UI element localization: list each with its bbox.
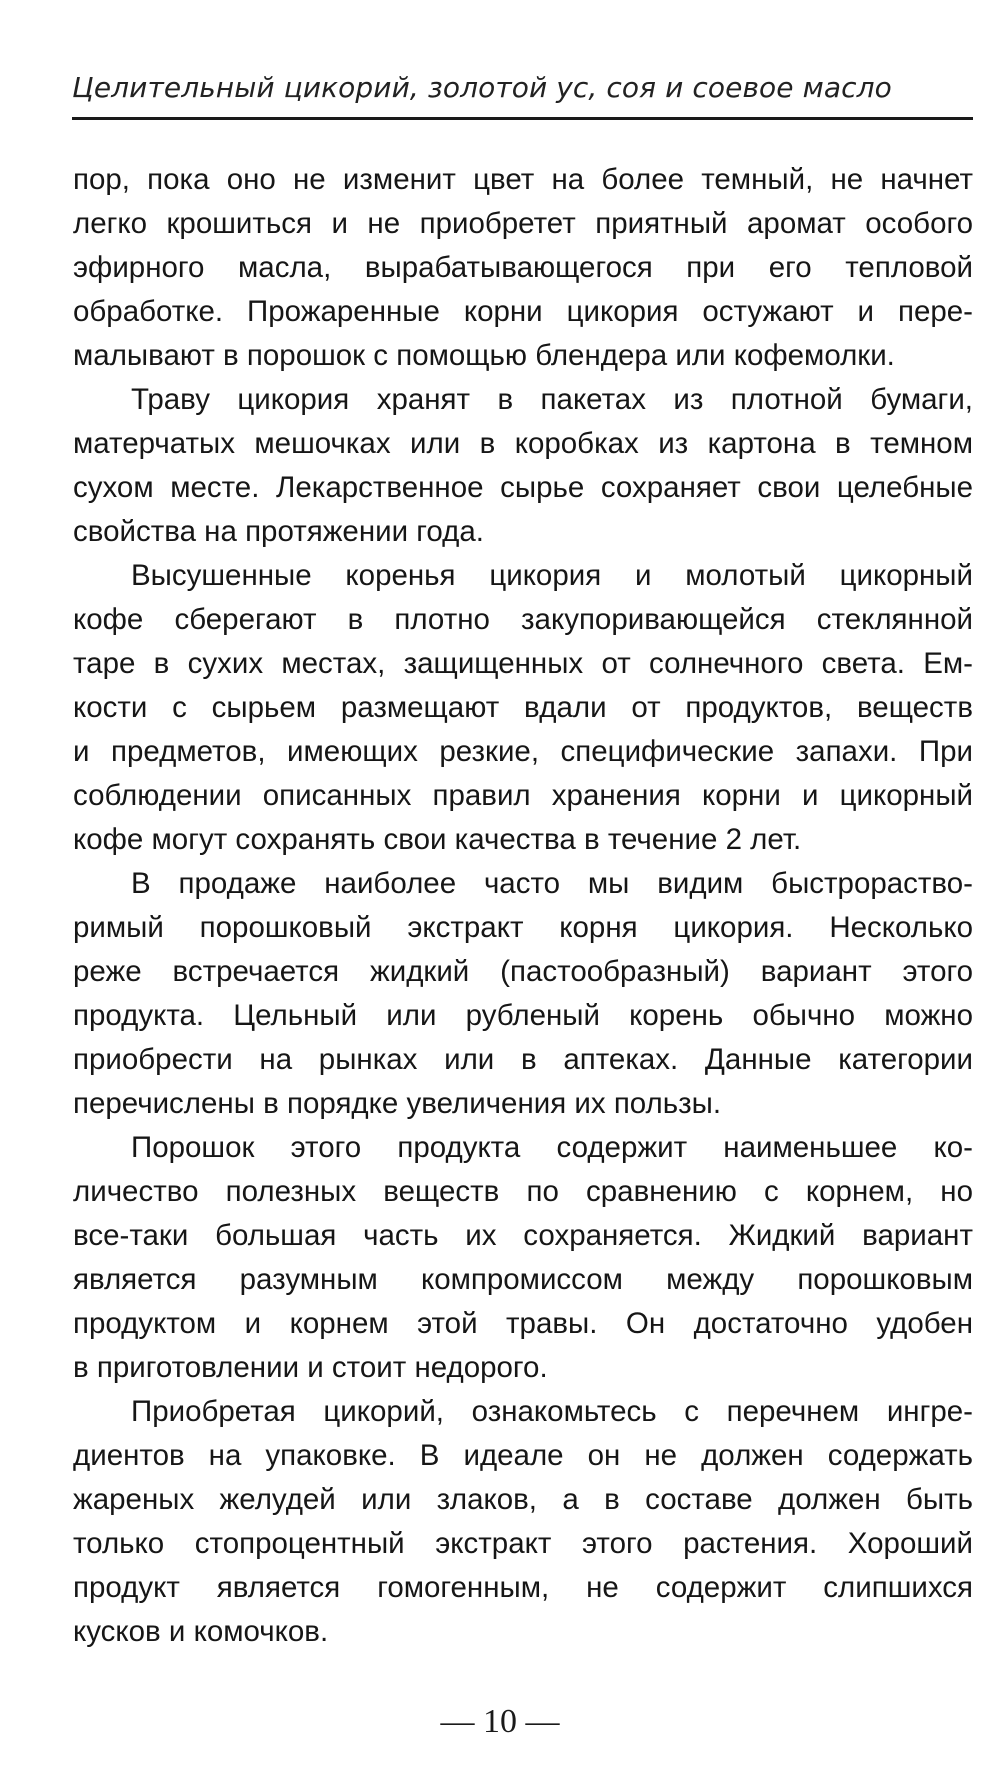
text-line: личество полезных веществ по сравнению с корнем, но [73,1175,973,1208]
text-line: диентов на упаковке. В идеале он не должен содержать [73,1439,973,1472]
text-line: реже встречается жидкий (пастообразный) вариант этого [73,955,973,988]
text-line: в приготовлении и стоит недорого. [73,1351,548,1384]
text-line: римый порошковый экстракт корня цикория. Несколько [73,911,973,944]
text-line: продуктом и корнем этой травы. Он достаточно удобен [73,1307,973,1340]
text-line: соблюдении описанных правил хранения корни и цикорный [73,779,973,812]
text-line: обработке. Прожаренные корни цикория остужают и пере- [73,295,973,328]
text-line: эфирного масла, вырабатывающегося при его тепловой [73,251,973,284]
text-line: легко крошиться и не приобретет приятный аромат особого [73,207,973,240]
text-line: Порошок этого продукта содержит наименьшее ко- [131,1131,973,1164]
text-line: кофе сберегают в плотно закупоривающейся стеклянной [73,603,973,636]
text-line: пор, пока оно не изменит цвет на более темный, не начнет [73,163,973,196]
running-header: Целительный цикорий, золотой ус, соя и соевое масло [72,71,892,104]
text-line: и предметов, имеющих резкие, специфические запахи. При [73,735,973,768]
text-line: кофе могут сохранять свои качества в течение 2 лет. [73,823,802,856]
header-rule [72,117,973,120]
text-line: является разумным компромиссом между порошковым [73,1263,973,1296]
text-line: только стопроцентный экстракт этого растения. Хороший [73,1527,973,1560]
text-line: кости с сырьем размещают вдали от продуктов, веществ [73,691,973,724]
paragraph [73,1390,973,1654]
paragraph [73,554,973,862]
text-line: перечислены в порядке увеличения их пользы. [73,1087,722,1120]
text-line: все-таки большая часть их сохраняется. Жидкий вариант [73,1219,973,1252]
text-line: малывают в порошок с помощью блендера или кофемолки. [73,339,895,372]
text-line: сухом месте. Лекарственное сырье сохраняет свои целебные [73,471,973,504]
paragraph [73,862,973,1126]
text-line: Траву цикория хранят в пакетах из плотной бумаги, [131,383,973,416]
text-line: продукта. Цельный или рубленый корень обычно можно [73,999,973,1032]
text-line: кусков и комочков. [73,1615,329,1648]
text-line: Высушенные коренья цикория и молотый цикорный [131,559,973,592]
body-text [73,158,973,1654]
paragraph [73,158,973,378]
page-number: — 10 — [440,1703,560,1740]
text-line: свойства на протяжении года. [73,515,484,548]
text-line: Приобретая цикорий, ознакомьтесь с перечнем ингре- [131,1395,973,1428]
text-line: приобрести на рынках или в аптеках. Данные категории [73,1043,973,1076]
text-line: жареных желудей или злаков, а в составе должен быть [73,1483,973,1516]
paragraph [73,378,973,554]
text-line: матерчатых мешочках или в коробках из картона в темном [73,427,973,460]
text-line: продукт является гомогенным, не содержит слипшихся [73,1571,973,1604]
paragraph [73,1126,973,1390]
text-line: В продаже наиболее часто мы видим быстрораство- [131,867,973,900]
text-line: таре в сухих местах, защищенных от солнечного света. Ем- [73,647,973,680]
